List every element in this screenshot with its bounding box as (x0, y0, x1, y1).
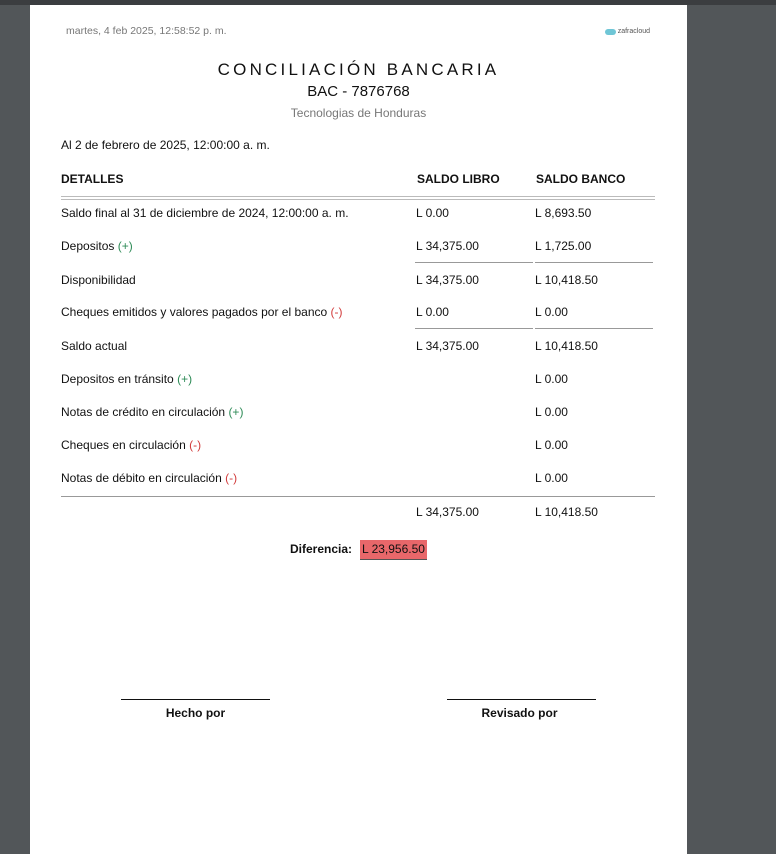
table-row-label: Cheques en circulación (-) (61, 438, 202, 452)
minus-sign: (-) (189, 438, 202, 452)
book-balance-cell: L 34,375.00 (416, 273, 479, 287)
bank-balance-cell: L 1,725.00 (535, 239, 592, 253)
minus-sign: (-) (225, 471, 238, 485)
bank-balance-cell: L 0.00 (535, 438, 568, 452)
table-row-label: Saldo actual (61, 339, 128, 353)
difference-label: Diferencia: (290, 542, 353, 556)
table-row-label: Depositos (+) (61, 239, 133, 253)
book-balance-cell: L 34,375.00 (416, 339, 479, 353)
reviewed-by-label: Revisado por (481, 706, 558, 720)
bank-balance-cell: L 10,418.50 (535, 273, 598, 287)
signature-line (121, 699, 270, 700)
difference-value: L 23,956.50 (360, 540, 427, 560)
print-timestamp: martes, 4 feb 2025, 12:58:52 p. m. (66, 25, 227, 37)
subtotal-divider (535, 262, 653, 263)
bank-balance-cell: L 8,693.50 (535, 206, 592, 220)
table-row-label: Disponibilidad (61, 273, 136, 287)
bank-balance-cell: L 0.00 (535, 372, 568, 386)
totals-divider (61, 496, 655, 497)
book-balance-cell: L 0.00 (416, 206, 449, 220)
table-row-label: Saldo final al 31 de diciembre de 2024, 12:00:00 a. m. (61, 206, 349, 220)
bank-balance-cell: L 10,418.50 (535, 339, 598, 353)
company-name: Tecnologias de Honduras (290, 106, 427, 120)
plus-sign: (+) (228, 405, 244, 419)
brand-logo (605, 28, 650, 35)
report-title: CONCILIACIÓN BANCARIA (217, 60, 500, 79)
bank-account: BAC - 7876768 (307, 83, 410, 100)
header-divider (61, 196, 655, 197)
bank-balance-cell: L 0.00 (535, 405, 568, 419)
table-row-label: Notas de crédito en circulación (+) (61, 405, 244, 419)
column-header-details: DETALLES (61, 172, 124, 186)
book-balance-cell: L 0.00 (416, 305, 449, 319)
table-row-label: Depositos en tránsito (+) (61, 372, 193, 386)
table-row-label: Notas de débito en circulación (-) (61, 471, 238, 485)
as-of-date: Al 2 de febrero de 2025, 12:00:00 a. m. (61, 138, 270, 152)
subtotal-divider (415, 262, 533, 263)
bank-balance-cell: L 0.00 (535, 305, 568, 319)
table-row-label: Cheques emitidos y valores pagados por el banco (-) (61, 305, 343, 319)
cloud-icon (605, 29, 616, 35)
bank-total: L 10,418.50 (535, 505, 598, 519)
book-total: L 34,375.00 (416, 505, 479, 519)
subtotal-divider (415, 328, 533, 329)
logo-text: zafracloud (617, 28, 650, 35)
header-divider (61, 199, 655, 200)
plus-sign: (+) (117, 239, 133, 253)
column-header-bank-balance: SALDO BANCO (536, 172, 626, 186)
made-by-label: Hecho por (165, 706, 226, 720)
document-page (30, 5, 687, 854)
signature-line (447, 699, 596, 700)
plus-sign: (+) (177, 372, 193, 386)
subtotal-divider (535, 328, 653, 329)
book-balance-cell: L 34,375.00 (416, 239, 479, 253)
column-header-book-balance: SALDO LIBRO (417, 172, 500, 186)
bank-balance-cell: L 0.00 (535, 471, 568, 485)
minus-sign: (-) (330, 305, 343, 319)
